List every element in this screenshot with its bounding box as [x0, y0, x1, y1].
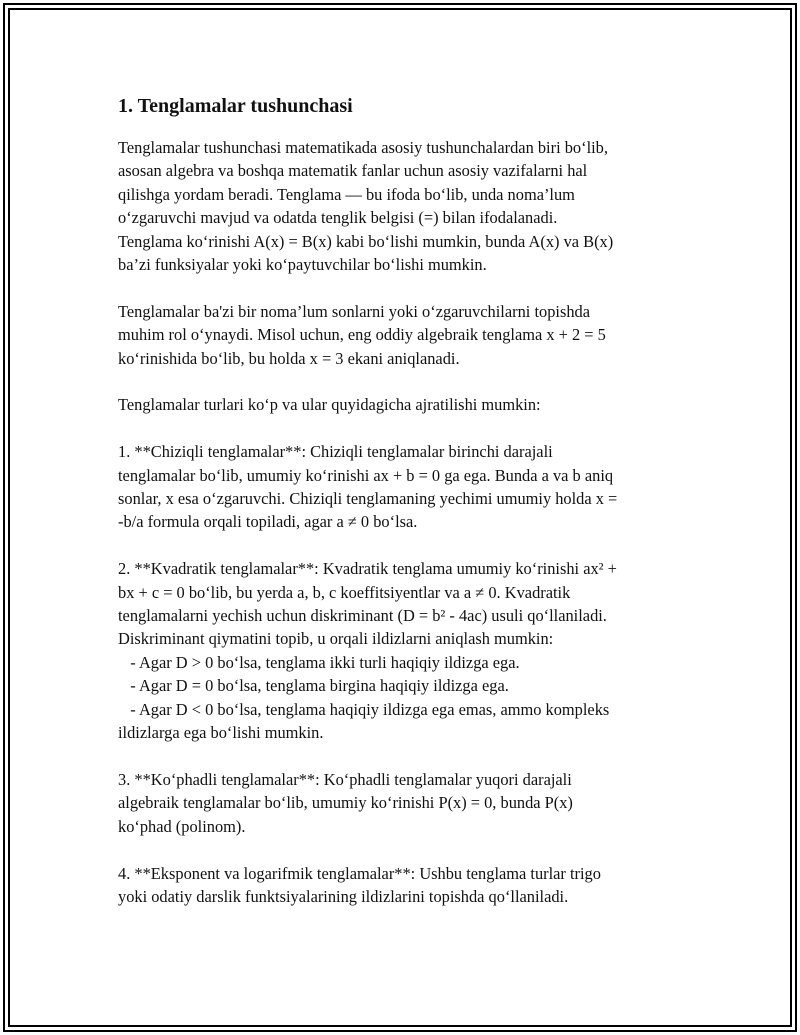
paragraph-example [118, 300, 688, 370]
document-body [118, 90, 688, 932]
text-line: tenglamalarni yechish uchun diskriminant (D = b² - 4ac) usuli qo‘llaniladi. [118, 606, 607, 626]
text-line: - Agar D = 0 bo‘lsa, tenglama birgina haqiqiy ildizga ega. [118, 676, 509, 696]
list-item-linear [118, 440, 688, 534]
text-line: Tenglamalar tushunchasi matematikada asosiy tushunchalardan biri bo‘lib, [118, 138, 608, 157]
text-line: 4. **Eksponent va logarifmik tenglamalar**: Ushbu tenglama turlar trigo [118, 863, 601, 883]
text-line: ko‘rinishida bo‘lib, bu holda x = 3 ekani aniqlanadi. [118, 348, 460, 368]
text-line: Tenglamalar ba'zi bir noma’lum sonlarni yoki o‘zgaruvchilarni topishda [118, 301, 590, 321]
text-line: ko‘phad (polinom). [118, 816, 246, 836]
text-line: Tenglama ko‘rinishi A(x) = B(x) kabi bo‘lishi mumkin, bunda A(x) va B(x) [118, 231, 614, 251]
text-line: -b/a formula orqali topiladi, agar a ≠ 0 bo‘lsa. [118, 512, 418, 532]
paragraph-types-intro [118, 393, 688, 416]
text-line: 2. **Kvadratik tenglamalar**: Kvadratik tenglama umumiy ko‘rinishi ax² + [118, 559, 617, 579]
text-line: - Agar D < 0 bo‘lsa, tenglama haqiqiy ildizga ega emas, ammo kompleks [118, 699, 610, 719]
paragraph-definition [118, 136, 688, 276]
text-line: tenglamalar bo‘lib, umumiy ko‘rinishi ax + b = 0 ga ega. Bunda a va b aniq [118, 465, 614, 485]
list-item-polynomial [118, 768, 688, 838]
text-line: qilishga yordam beradi. Tenglama — bu ifoda bo‘lib, unda noma’lum [118, 184, 575, 204]
text-line: ildizlarga ega bo‘lishi mumkin. [118, 723, 324, 743]
list-item-exponential [118, 862, 688, 909]
text-line: asosan algebra va boshqa matematik fanlar uchun asosiy vazifalarni hal [118, 161, 588, 181]
text-line: - Agar D > 0 bo‘lsa, tenglama ikki turli haqiqiy ildizga ega. [118, 652, 520, 672]
text-line: 1. **Chiziqli tenglamalar**: Chiziqli tenglamalar birinchi darajali [118, 442, 553, 462]
text-line: Diskriminant qiymatini topib, u orqali ildizlarni aniqlash mumkin: [118, 629, 554, 649]
list-item-quadratic [118, 557, 688, 744]
text-line: bx + c = 0 bo‘lib, bu yerda a, b, c koeffitsiyentlar va a ≠ 0. Kvadratik [118, 582, 571, 602]
text-line: ba’zi funksiyalar yoki ko‘paytuvchilar bo‘lishi mumkin. [118, 255, 487, 275]
text-line: muhim rol o‘ynaydi. Misol uchun, eng oddiy algebraik tenglama x + 2 = 5 [118, 325, 606, 345]
text-line: sonlar, x esa o‘zgaruvchi. Chiziqli tenglamaning yechimi umumiy holda x = [118, 489, 618, 509]
section-title: 1. Tenglamalar tushunchasi [118, 95, 353, 117]
text-line: Tenglamalar turlari ko‘p va ular quyidagicha ajratilishi mumkin: [118, 395, 541, 415]
text-line: algebraik tenglamalar bo‘lib, umumiy ko‘rinishi P(x) = 0, bunda P(x) [118, 793, 573, 813]
text-line: o‘zgaruvchi mavjud va odatda tenglik belgisi (=) bilan ifodalanadi. [118, 208, 558, 228]
text-line: 3. **Ko‘phadli tenglamalar**: Ko‘phadli tenglamalar yuqori darajali [118, 769, 572, 789]
text-line: yoki odatiy darslik funktsiyalarining ildizlarini topishda qo‘llaniladi. [118, 886, 569, 906]
